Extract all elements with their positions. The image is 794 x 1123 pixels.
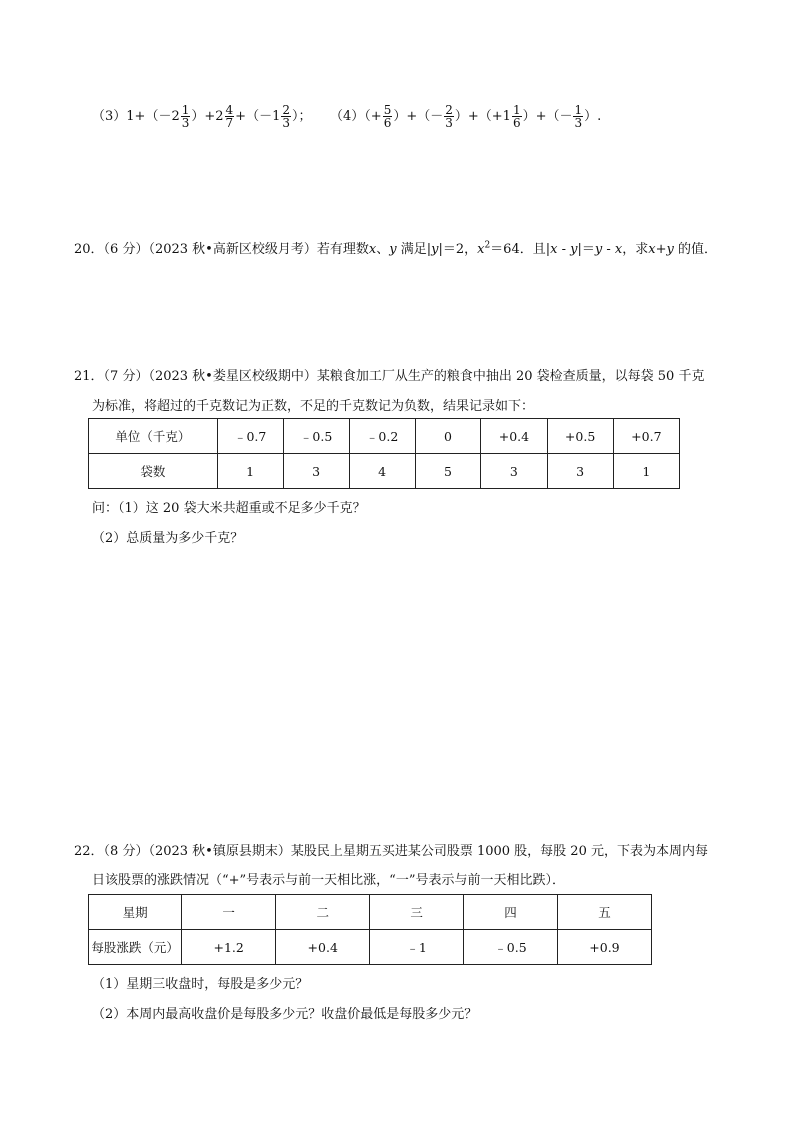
table-row (89, 895, 652, 930)
table-cell: 袋数 (89, 454, 218, 489)
table-cell: ﹣0.2 (349, 419, 415, 454)
table-cell: 3 (283, 454, 349, 489)
table-cell: +0.5 (547, 419, 613, 454)
fraction: $\frac{1}{3}$ (181, 103, 190, 130)
table-cell: 二 (276, 895, 370, 930)
fraction: $\frac{4}{7}$ (225, 103, 234, 130)
table-cell: +0.4 (276, 930, 370, 965)
table-cell: +0.7 (613, 419, 679, 454)
q21-line1: 21．（7 分）（2023 秋•娄星区校级期中）某粮食加工厂从生产的粮食中抽出 20 袋检查质量，以每袋 50 千克 (74, 369, 705, 384)
table-cell: ﹣0.5 (283, 419, 349, 454)
fraction: $\frac{1}{3}$ (574, 103, 583, 130)
q22-ask1: （1）星期三收盘时，每股是多少元？ (92, 977, 309, 992)
q21-line2: 为标准，将超过的千克数记为正数，不足的千克数记为负数，结果记录如下： (92, 399, 535, 414)
table-cell: 星期 (89, 895, 182, 930)
table-cell: ﹣0.7 (217, 419, 283, 454)
table-row (89, 419, 680, 454)
table-cell: 4 (349, 454, 415, 489)
q21-table (88, 418, 680, 489)
q20-text: 20．（6 分）（2023 秋•高新区校级月考）若有理数x、y 满足|y|＝2，$x^2=64$．且|x - y|＝y - x，求x+y 的值． (74, 240, 718, 257)
table-cell: 1 (613, 454, 679, 489)
fraction: $\frac{2}{3}$ (282, 103, 290, 130)
table-row (89, 454, 680, 489)
table-cell: 五 (557, 895, 651, 930)
q22-line2: 日该股票的涨跌情况（“+”号表示与前一天相比涨，“一”号表示与前一天相比跌）． (92, 873, 565, 888)
table-cell: 0 (415, 419, 481, 454)
q21-ask2: （2）总质量为多少千克？ (92, 531, 244, 546)
q19-part4: （4）（+ $\frac{5}{6}$ ）+（－ $\frac{2}{3}$ ）+（+1 $\frac{1}{6}$ ）+（－ $\frac{1}{3}$ ）. (330, 103, 602, 130)
table-cell: 1 (217, 454, 283, 489)
table-cell: 四 (464, 895, 558, 930)
table-cell: +0.9 (557, 930, 651, 965)
q22-ask2: （2）本周内最高收盘价是每股多少元？收盘价最低是每股多少元？ (92, 1007, 478, 1022)
table-cell: 5 (415, 454, 481, 489)
table-row (89, 930, 652, 965)
q22-line1: 22．（8 分）（2023 秋•镇原县期末）某股民上星期五买进某公司股票 1000 股，每股 20 元，下表为本周内每 (74, 844, 708, 859)
table-cell: 一 (182, 895, 276, 930)
table-cell: 3 (547, 454, 613, 489)
q22-table (88, 894, 652, 965)
fraction: $\frac{2}{3}$ (445, 103, 453, 130)
table-cell: 单位（千克） (89, 419, 218, 454)
table-cell: 3 (481, 454, 547, 489)
table-cell: 每股涨跌（元） (89, 930, 182, 965)
fraction: $\frac{5}{6}$ (383, 103, 392, 130)
q19-part4-label: （4） (330, 109, 365, 124)
table-cell: 三 (370, 895, 464, 930)
table-cell: ﹣1 (370, 930, 464, 965)
q19-part3: （3）1+（－2 $\frac{1}{3}$ ）+2 $\frac{4}{7}$ +（－1 $\frac{2}{3}$ ）； (92, 103, 312, 130)
table-cell: ﹣0.5 (464, 930, 558, 965)
fraction: $\frac{1}{6}$ (512, 103, 521, 130)
table-cell: +0.4 (481, 419, 547, 454)
q19-part3-label: （3） (92, 109, 127, 124)
q21-ask1: 问：（1）这 20 袋大米共超重或不足多少千克？ (92, 501, 366, 516)
table-cell: +1.2 (182, 930, 276, 965)
